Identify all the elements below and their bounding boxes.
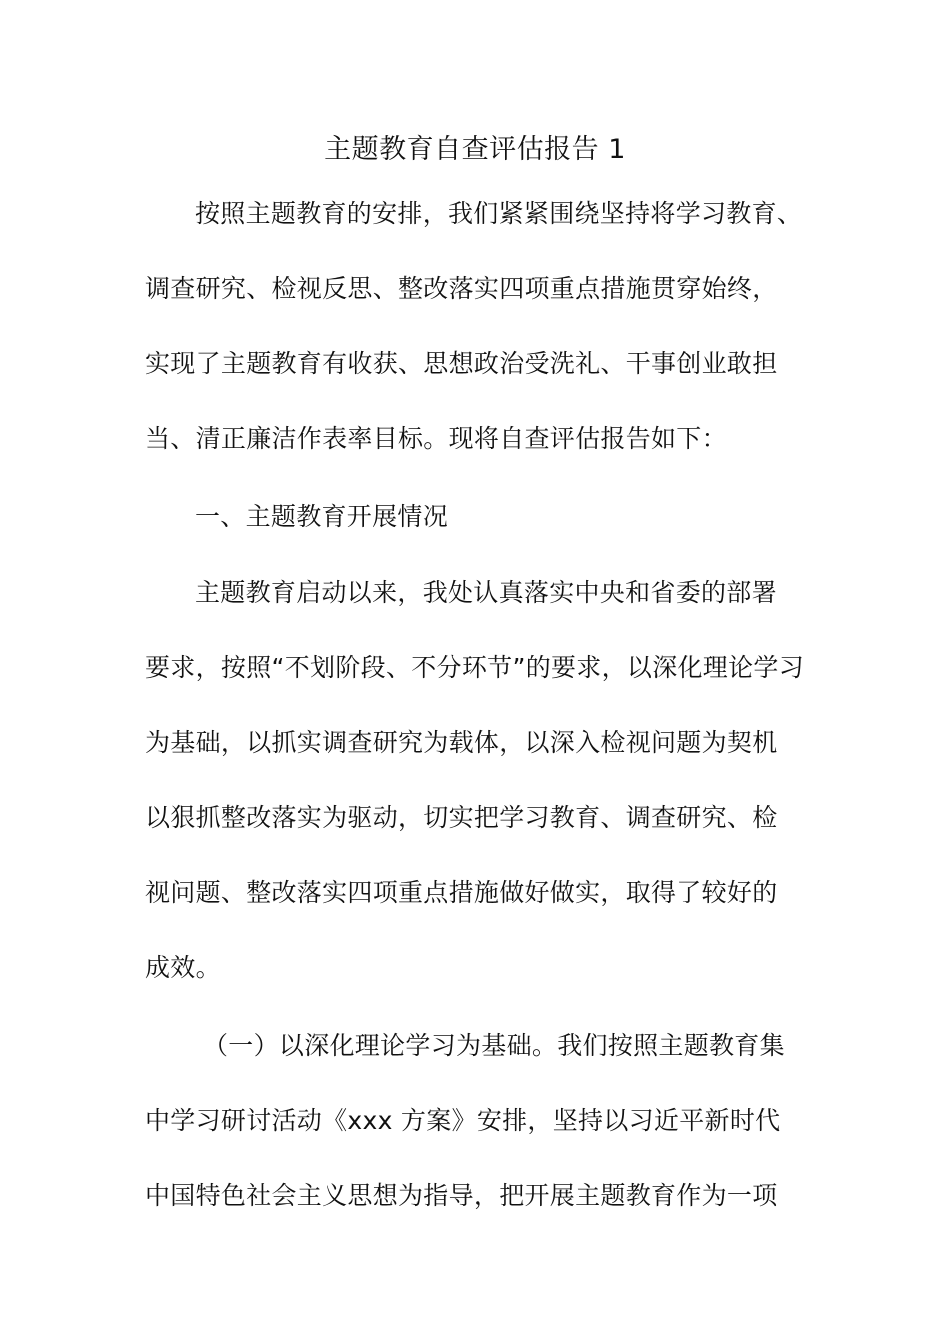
paragraph-line: 以狠抓整改落实为驱动，切实把学习教育、调查研究、检 [145, 803, 778, 832]
paragraph-line: 中学习研讨活动《xxx 方案》安排，坚持以习近平新时代 [145, 1106, 781, 1135]
paragraph-line: 实现了主题教育有收获、思想政治受洗礼、干事创业敢担 [145, 349, 778, 378]
paragraph-line: 按照主题教育的安排，我们紧紧围绕坚持将学习教育、 [195, 199, 803, 228]
subsection-line: （一）以深化理论学习为基础。我们按照主题教育集 [203, 1031, 785, 1060]
paragraph-line: 为基础，以抓实调查研究为载体，以深入检视问题为契机 [145, 728, 778, 757]
paragraph-line: 当、清正廉洁作表率目标。现将自查评估报告如下： [145, 424, 727, 453]
paragraph-line: 中国特色社会主义思想为指导，把开展主题教育作为一项 [145, 1181, 778, 1210]
paragraph-line: 要求，按照“不划阶段、不分环节”的要求，以深化理论学习 [145, 653, 805, 682]
paragraph-line: 主题教育启动以来，我处认真落实中央和省委的部署 [195, 578, 777, 607]
paragraph-line: 调查研究、检视反思、整改落实四项重点措施贯穿始终， [145, 274, 778, 303]
document-title: 主题教育自查评估报告 1 [324, 134, 626, 165]
section-heading: 一、主题教育开展情况 [195, 502, 449, 531]
paragraph-line: 成效。 [145, 953, 221, 982]
paragraph-line: 视问题、整改落实四项重点措施做好做实，取得了较好的 [145, 878, 778, 907]
